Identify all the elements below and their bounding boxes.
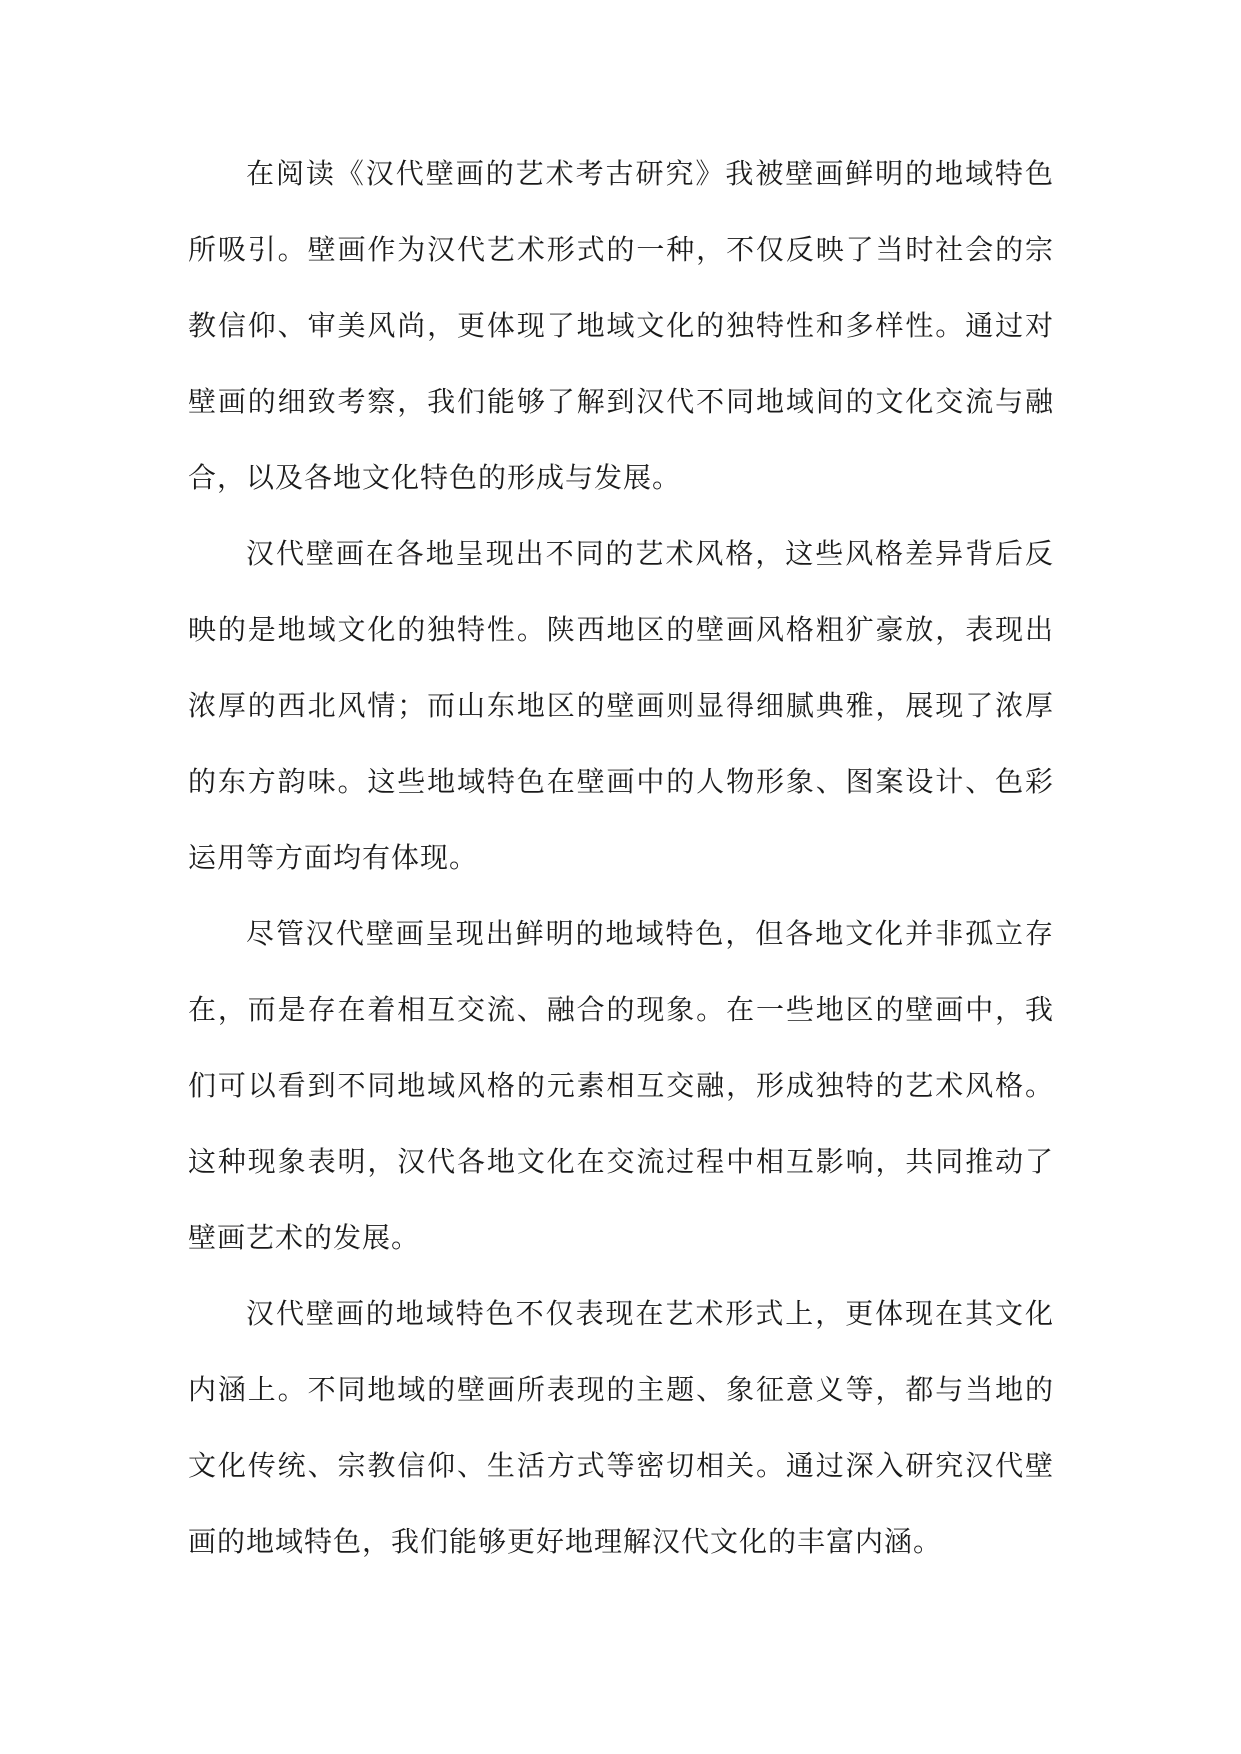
paragraph-2: 汉代壁画在各地呈现出不同的艺术风格，这些风格差异背后反映的是地域文化的独特性。陕西地区的壁画风格粗犷豪放，表现出浓厚的西北风情；而山东地区的壁画则显得细腻典雅，展现了浓厚的东方韵味。这些地域特色在壁画中的人物形象、图案设计、色彩运用等方面均有体现。: [188, 537, 1054, 874]
paragraph-4: 汉代壁画的地域特色不仅表现在艺术形式上，更体现在其文化内涵上。不同地域的壁画所表现的主题、象征意义等，都与当地的文化传统、宗教信仰、生活方式等密切相关。通过深入研究汉代壁画的地域特色，我们能够更好地理解汉代文化的丰富内涵。: [188, 1297, 1054, 1558]
paragraph-3: 尽管汉代壁画呈现出鲜明的地域特色，但各地文化并非孤立存在，而是存在着相互交流、融合的现象。在一些地区的壁画中，我们可以看到不同地域风格的元素相互交融，形成独特的艺术风格。这种现象表明，汉代各地文化在交流过程中相互影响，共同推动了壁画艺术的发展。: [188, 917, 1054, 1254]
paragraph-1: 在阅读《汉代壁画的艺术考古研究》我被壁画鲜明的地域特色所吸引。壁画作为汉代艺术形式的一种，不仅反映了当时社会的宗教信仰、审美风尚，更体现了地域文化的独特性和多样性。通过对壁画的细致考察，我们能够了解到汉代不同地域间的文化交流与融合，以及各地文化特色的形成与发展。: [188, 157, 1054, 494]
body-text: [188, 136, 1054, 1580]
